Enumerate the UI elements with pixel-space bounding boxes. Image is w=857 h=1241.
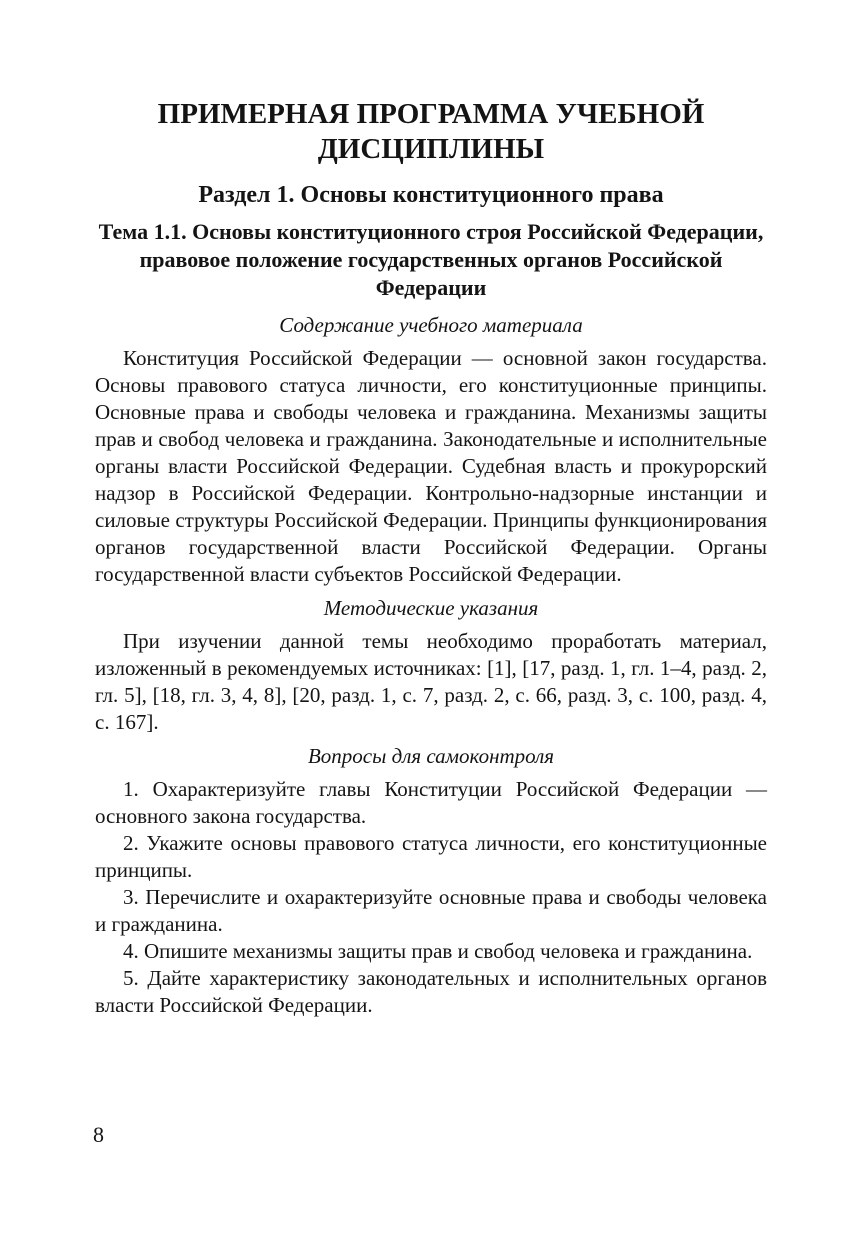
question-item-2: 2. Укажите основы правового статуса личности, его конституционные принципы. bbox=[95, 831, 767, 882]
document-title: ПРИМЕРНАЯ ПРОГРАММА УЧЕБНОЙ ДИСЦИПЛИНЫ bbox=[157, 98, 705, 165]
topic-heading: Тема 1.1. Основы конституционного строя Российской Федерации, правовое положение государственных органов Российской Федерации bbox=[98, 219, 764, 300]
content-subheading: Содержание учебного материала bbox=[279, 313, 583, 337]
question-list bbox=[95, 776, 767, 1019]
content-paragraph: Конституция Российской Федерации — основной закон государства. Основы правового статуса личности, его конституционные принципы. Основные права и свободы человека и гражданина. Механизмы защиты прав и свобод человека и гражданина. Законодательные и исполнительные органы власти Российской Федерации. Судебная власть и прокурорский надзор в Российской Федерации. Контрольно-надзорные инстанции и силовые структуры Российской Федерации. Принципы функционирования органов государственной власти Российской Федерации. Органы государственной власти субъектов Российской Федерации. bbox=[95, 346, 767, 586]
question-item-1: 1. Охарактеризуйте главы Конституции Российской Федерации — основного закона государства. bbox=[95, 777, 767, 828]
section-heading: Раздел 1. Основы конституционного права bbox=[198, 182, 664, 208]
questions-subheading: Вопросы для самоконтроля bbox=[307, 744, 555, 768]
page-number: 8 bbox=[93, 1122, 104, 1147]
method-subheading: Методические указания bbox=[323, 596, 539, 620]
question-item-5: 5. Дайте характеристику законодательных и исполнительных органов власти Российской Федерации. bbox=[95, 966, 767, 1017]
question-item-3: 3. Перечислите и охарактеризуйте основные права и свободы человека и гражданина. bbox=[95, 885, 767, 936]
question-item-4: 4. Опишите механизмы защиты прав и свобод человека и гражданина. bbox=[123, 939, 753, 963]
method-paragraph: При изучении данной темы необходимо проработать материал, изложенный в рекомендуемых источниках: [1], [17, разд. 1, гл. 1–4, разд. 2, гл. 5], [18, гл. 3, 4, 8], [20, разд. 1, с. 7, разд. 2, с. 66, разд. 3, с. 100, разд. 4, с. 167]. bbox=[95, 629, 767, 734]
